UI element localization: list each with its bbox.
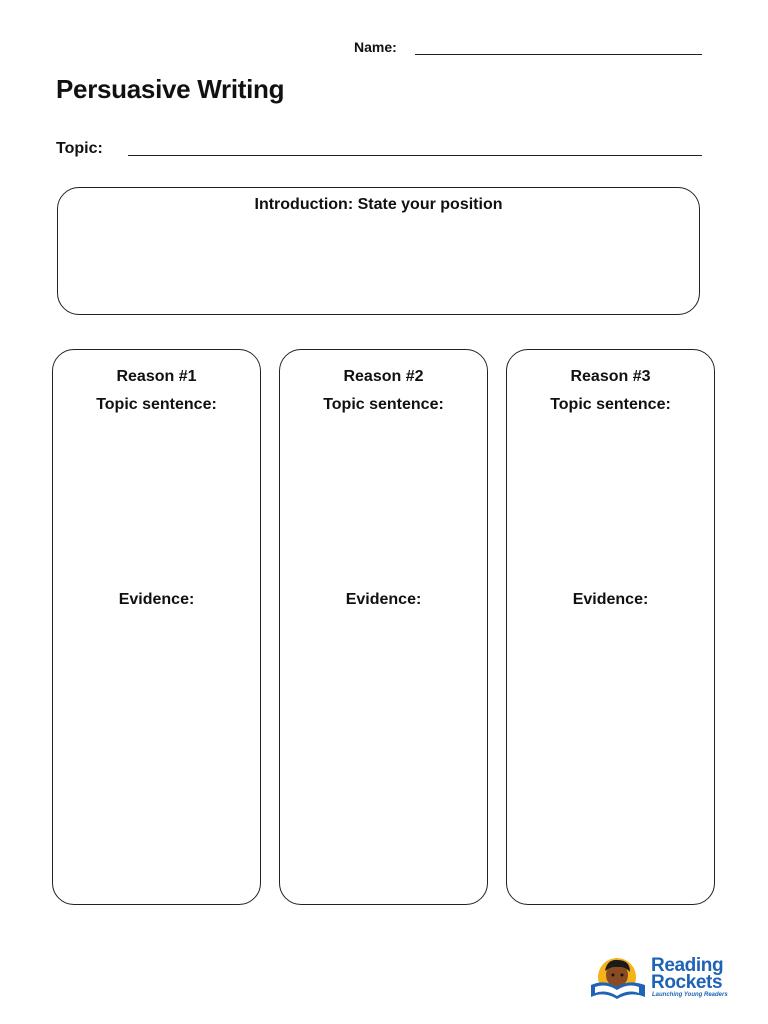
topic-sentence-label: Topic sentence:	[550, 396, 671, 413]
reason-box-1[interactable]	[52, 349, 261, 905]
evidence-label: Evidence:	[572, 591, 649, 608]
reason-title: Reason #2	[343, 368, 424, 385]
logo-wordmark-line2: Rockets	[651, 972, 723, 993]
reason-box-2[interactable]	[279, 349, 488, 905]
logo-wordmark-line1: Reading	[651, 955, 724, 976]
reading-rockets-logo	[587, 951, 737, 1006]
introduction-heading: Introduction: State your position	[254, 196, 503, 213]
introduction-box[interactable]	[57, 187, 700, 315]
evidence-label: Evidence:	[118, 591, 195, 608]
topic-label: Topic:	[56, 140, 103, 157]
reason-title: Reason #3	[570, 368, 651, 385]
reason-title: Reason #1	[116, 368, 197, 385]
topic-sentence-label: Topic sentence:	[96, 396, 217, 413]
name-label: Name:	[354, 39, 397, 55]
name-line[interactable]	[415, 54, 702, 55]
evidence-label: Evidence:	[345, 591, 422, 608]
reason-box-3[interactable]	[506, 349, 715, 905]
reading-child-icon	[587, 951, 649, 1006]
topic-sentence-label: Topic sentence:	[323, 396, 444, 413]
logo-tagline: Launching Young Readers	[652, 992, 728, 998]
page-title: Persuasive Writing	[56, 74, 285, 104]
topic-line[interactable]	[128, 155, 702, 156]
